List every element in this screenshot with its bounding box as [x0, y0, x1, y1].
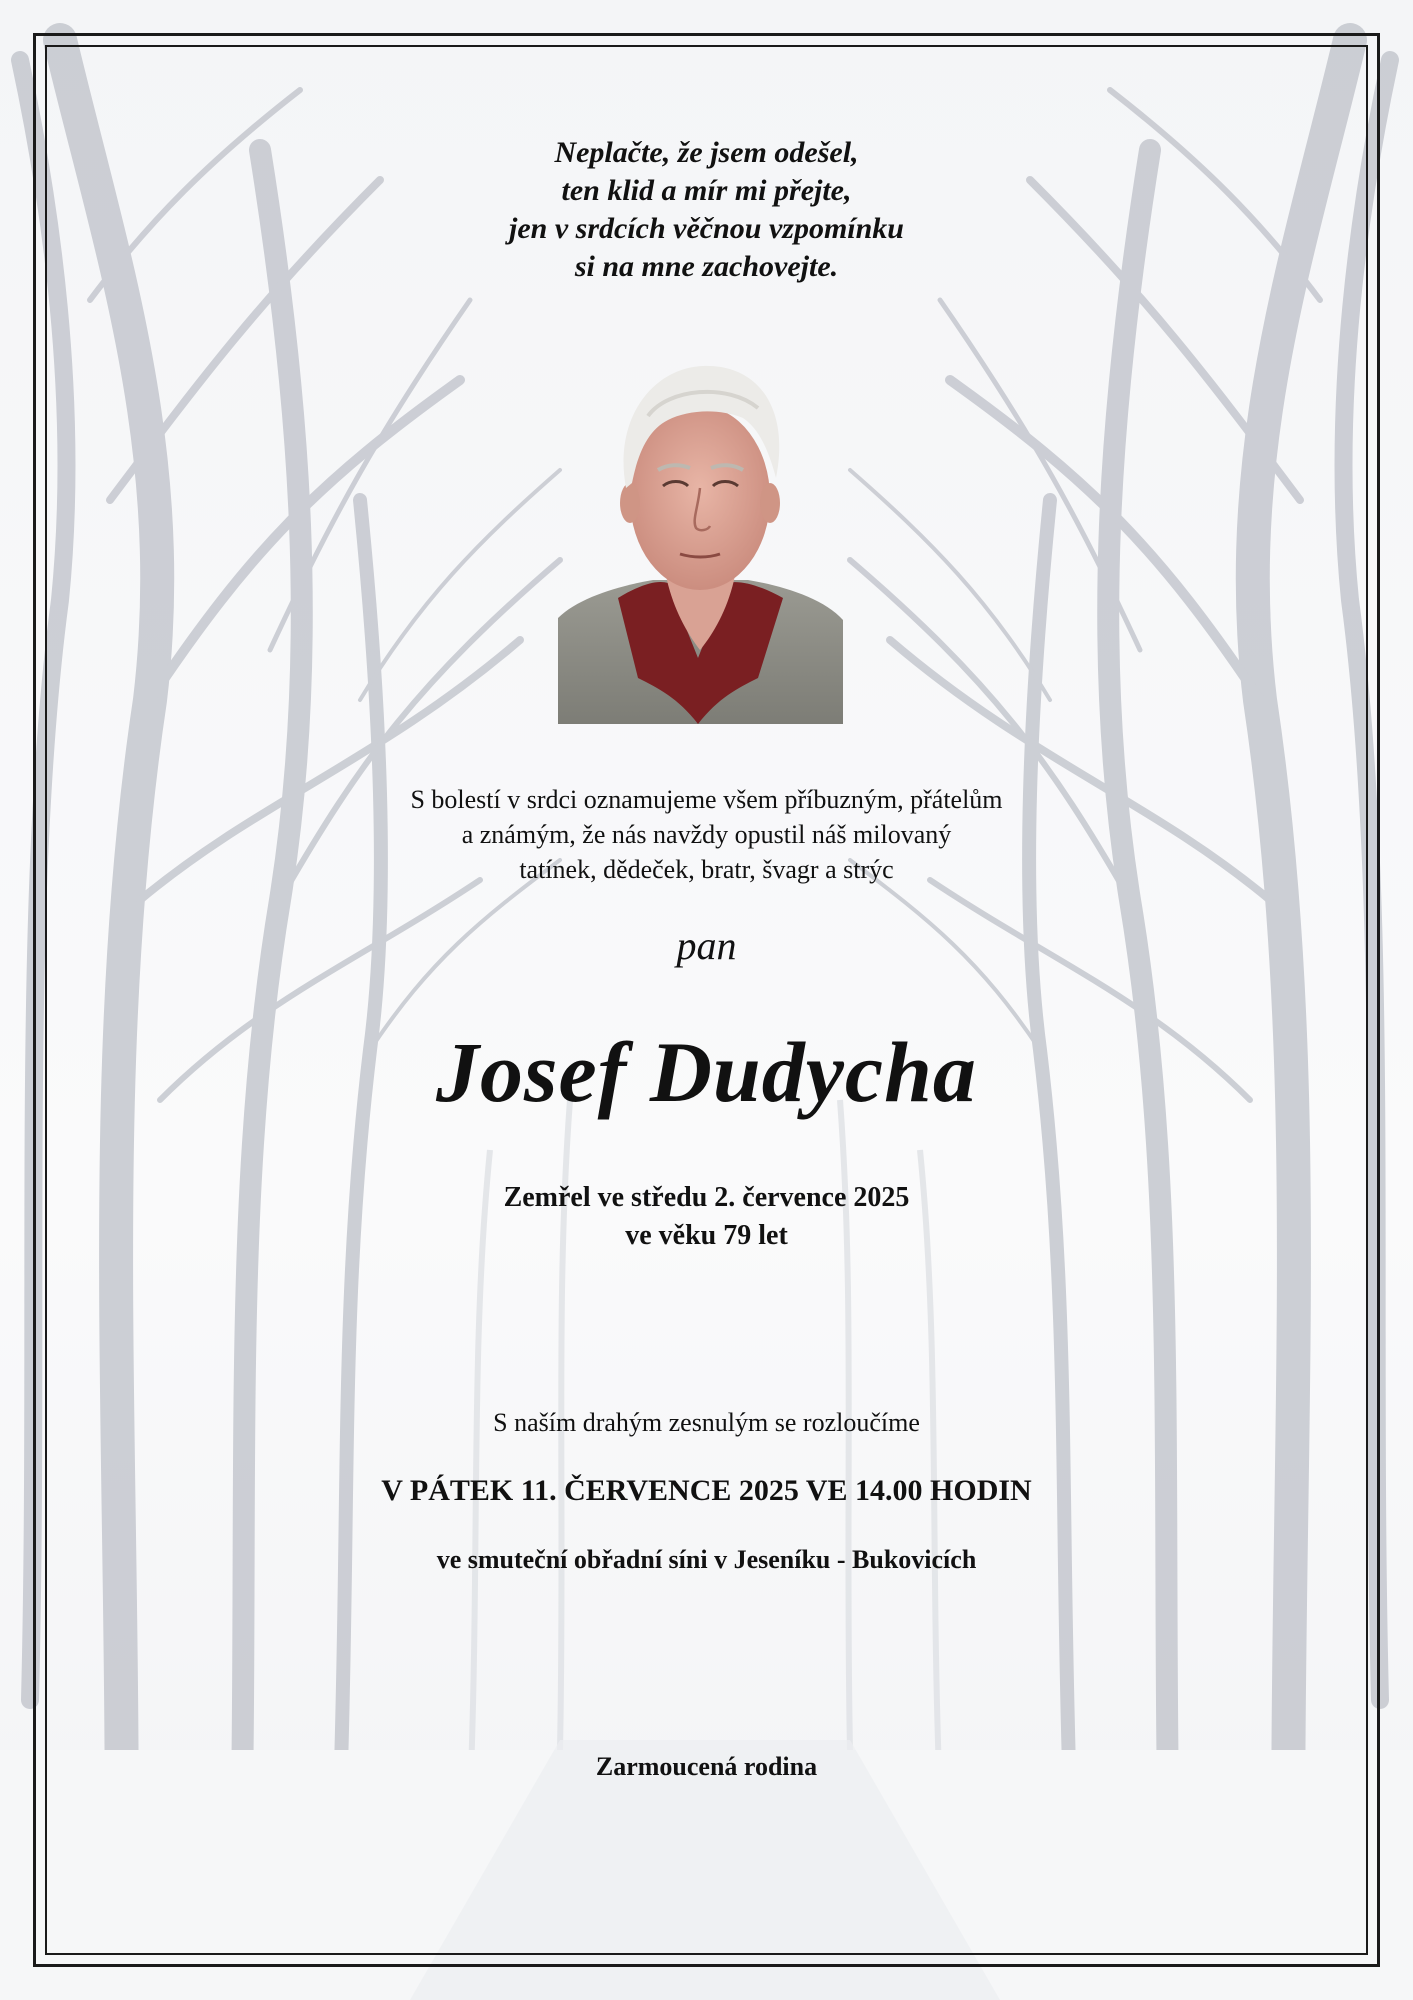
ceremony-datetime: V PÁTEK 11. ČERVENCE 2025 VE 14.00 HODIN [381, 1474, 1032, 1507]
signature: Zarmoucená rodina [595, 1752, 818, 1781]
death-date: Zemřel ve středu 2. července 2025 [503, 1182, 910, 1213]
honorific: pan [676, 923, 737, 968]
poem-line: ten klid a mír mi přejte, [561, 174, 852, 207]
announcement-line: a známým, že nás navždy opustil náš milovaný [461, 820, 952, 849]
poem-line: Neplačte, že jsem odešel, [554, 136, 859, 169]
farewell-intro: S naším drahým zesnulým se rozloučíme [493, 1408, 920, 1437]
announcement-line: S bolestí v srdci oznamujeme všem příbuzným, přátelům [410, 785, 1003, 814]
portrait-photo [558, 358, 843, 724]
deceased-name: Josef Dudycha [436, 1024, 977, 1120]
poem-line: si na mne zachovejte. [574, 250, 839, 283]
death-age: ve věku 79 let [625, 1220, 788, 1251]
announcement-line: tatínek, dědeček, bratr, švagr a strýc [519, 855, 894, 884]
poem-line: jen v srdcích věčnou vzpomínku [509, 212, 904, 245]
ceremony-place: ve smuteční obřadní síni v Jeseníku - Bukovicích [436, 1545, 977, 1574]
